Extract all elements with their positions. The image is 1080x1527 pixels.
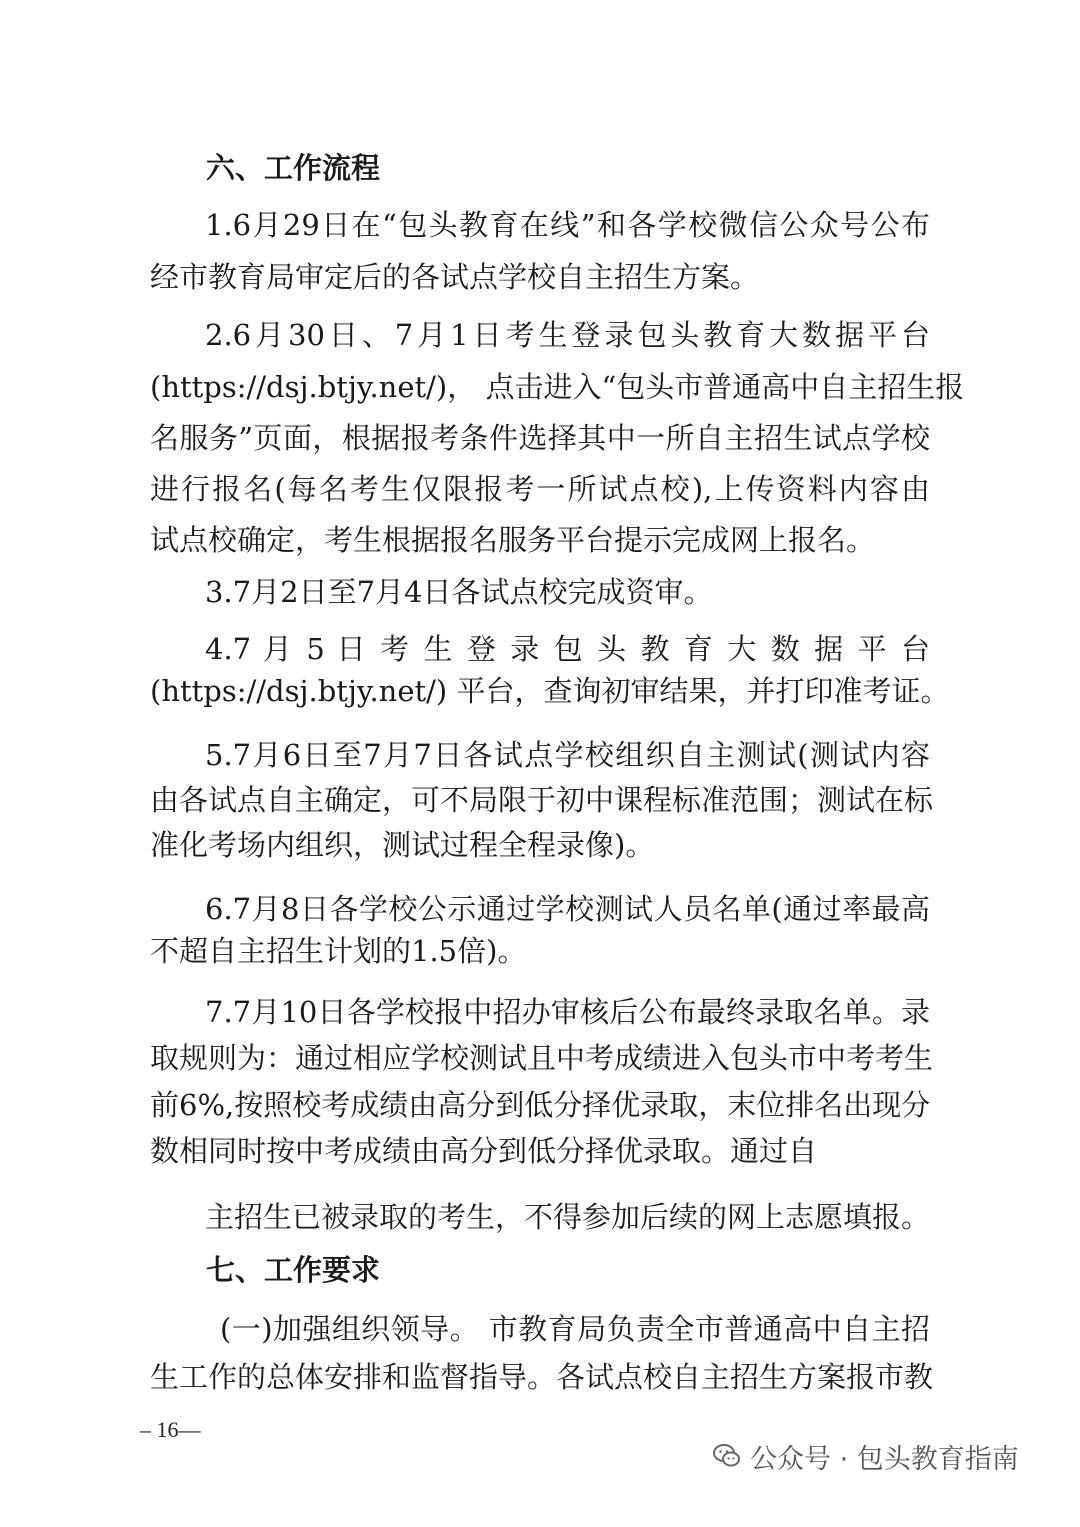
watermark-text: 公众号 · 包头教育指南 — [750, 1443, 1019, 1475]
paragraph-line: 取规则为：通过相应学校测试且中考成绩进入包头市中考考生 — [150, 1041, 934, 1075]
paragraph-line: 1.6月29日在“包头教育在线”和各学校微信公众号公布 — [205, 208, 930, 242]
paragraph-line: 4.7 月 5 日 考 生 登 录 包 头 教 育 大 数 据 平 台 — [205, 632, 930, 666]
section-heading-6: 六、工作流程 — [206, 151, 381, 185]
wechat-icon — [712, 1441, 742, 1471]
paragraph-line: 名服务”页面，根据报考条件选择其中一所自主招生试点学校 — [150, 421, 930, 455]
paragraph-line: 进行报名(每名考生仅限报考一所试点校),上传资料内容由 — [150, 472, 930, 506]
paragraph-line: 不超自主招生计划的1.5倍)。 — [150, 934, 527, 968]
paragraph-line: (https://dsj.btjy.net/)， 点击进入“包头市普通高中自主招生报 — [150, 370, 965, 404]
paragraph-line: 生工作的总体安排和监督指导。各试点校自主招生方案报市教 — [150, 1360, 934, 1394]
page-number: – 16— — [140, 1417, 201, 1442]
paragraph-line: 5.7月6日至7月7日各试点学校组织自主测试(测试内容 — [205, 738, 930, 772]
paragraph-line: 主招生已被录取的考生，不得参加后续的网上志愿填报。 — [205, 1200, 931, 1234]
paragraph-line: (https://dsj.btjy.net/) 平台，查询初审结果，并打印准考证。 — [150, 674, 950, 708]
paragraph-line: 2.6月30日、7月1日考生登录包头教育大数据平台 — [205, 318, 930, 352]
paragraph-line: 数相同时按中考成绩由高分到低分择优录取。通过自 — [150, 1134, 818, 1168]
paragraph-line: 7.7月10日各学校报中招办审核后公布最终录取名单。录 — [205, 995, 930, 1029]
watermark — [712, 1436, 1019, 1476]
section-heading-7: 七、工作要求 — [206, 1253, 381, 1287]
paragraph-line: 准化考场内组织，测试过程全程录像)。 — [150, 828, 655, 862]
paragraph-line: (一)加强组织领导。 市教育局负责全市普通高中自主招 — [220, 1312, 930, 1346]
paragraph-line: 前6%,按照校考成绩由高分到低分择优录取，末位排名出现分 — [150, 1088, 931, 1122]
paragraph-line: 由各试点自主确定，可不局限于初中课程标准范围；测试在标 — [150, 783, 934, 817]
paragraph-line: 6.7月8日各学校公示通过学校测试人员名单(通过率最高 — [205, 892, 930, 926]
paragraph-line: 试点校确定，考生根据报名服务平台提示完成网上报名。 — [150, 523, 876, 557]
paragraph-line: 3.7月2日至7月4日各试点校完成资审。 — [205, 575, 713, 609]
paragraph-line: 经市教育局审定后的各试点学校自主招生方案。 — [150, 260, 760, 294]
